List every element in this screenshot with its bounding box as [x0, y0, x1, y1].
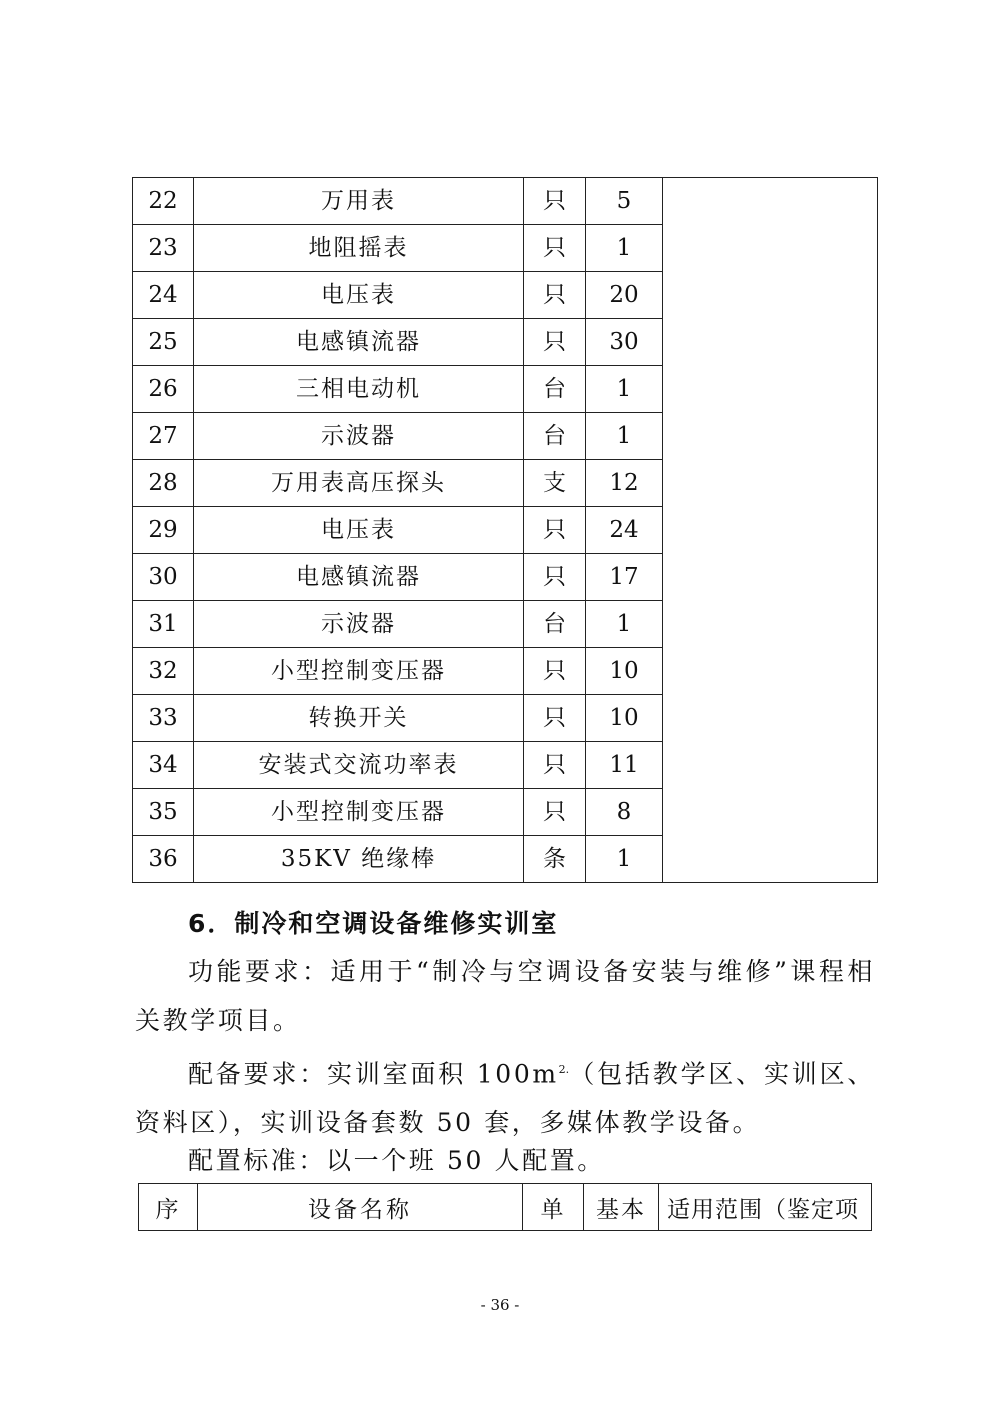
cell-unit: 只 [524, 225, 586, 272]
config-req-superscript: 2. [558, 1063, 570, 1076]
config-req-text-2: （包括教学区、实训区、资料区），实训设备套数 50 套，多媒体教学设备。 [135, 1059, 875, 1138]
cell-quantity: 17 [586, 554, 663, 601]
cell-equipment-name: 电感镇流器 [194, 554, 524, 601]
cell-unit: 只 [524, 178, 586, 225]
cell-unit: 台 [524, 413, 586, 460]
cell-quantity: 30 [586, 319, 663, 366]
header-basic: 基本 [584, 1184, 659, 1231]
cell-unit: 只 [524, 695, 586, 742]
cell-number: 36 [133, 836, 194, 883]
cell-equipment-name: 小型控制变压器 [194, 789, 524, 836]
header-name: 设备名称 [198, 1184, 523, 1231]
cell-equipment-name: 电感镇流器 [194, 319, 524, 366]
equipment-table-body [133, 178, 878, 883]
cell-quantity: 1 [586, 836, 663, 883]
next-equipment-table-header [138, 1183, 872, 1231]
cell-unit: 只 [524, 742, 586, 789]
cell-unit: 台 [524, 601, 586, 648]
equipment-table [132, 177, 878, 883]
cell-number: 31 [133, 601, 194, 648]
cell-quantity: 1 [586, 413, 663, 460]
header-scope: 适用范围（鉴定项 [659, 1184, 872, 1231]
cell-number: 26 [133, 366, 194, 413]
config-req-text-1: 配备要求：实训室面积 100m [188, 1059, 559, 1089]
header-row [139, 1184, 872, 1231]
cell-equipment-name: 三相电动机 [194, 366, 524, 413]
cell-number: 28 [133, 460, 194, 507]
cell-quantity: 8 [586, 789, 663, 836]
cell-equipment-name: 示波器 [194, 413, 524, 460]
cell-equipment-name: 安装式交流功率表 [194, 742, 524, 789]
cell-number: 27 [133, 413, 194, 460]
cell-quantity: 1 [586, 601, 663, 648]
cell-number: 24 [133, 272, 194, 319]
cell-unit: 只 [524, 648, 586, 695]
cell-equipment-name: 转换开关 [194, 695, 524, 742]
cell-equipment-name: 万用表高压探头 [194, 460, 524, 507]
cell-equipment-name: 35KV 绝缘棒 [194, 836, 524, 883]
cell-unit: 只 [524, 272, 586, 319]
cell-equipment-name: 小型控制变压器 [194, 648, 524, 695]
cell-quantity: 10 [586, 695, 663, 742]
cell-number: 25 [133, 319, 194, 366]
configuration-standard: 配置标准：以一个班 50 人配置。 [188, 1146, 605, 1175]
section-heading: 6．制冷和空调设备维修实训室 [188, 909, 559, 938]
cell-quantity: 20 [586, 272, 663, 319]
cell-number: 22 [133, 178, 194, 225]
cell-equipment-name: 地阻摇表 [194, 225, 524, 272]
cell-quantity: 1 [586, 225, 663, 272]
cell-unit: 支 [524, 460, 586, 507]
cell-unit: 条 [524, 836, 586, 883]
cell-quantity: 11 [586, 742, 663, 789]
cell-unit: 只 [524, 554, 586, 601]
cell-number: 29 [133, 507, 194, 554]
cell-number: 33 [133, 695, 194, 742]
cell-number: 32 [133, 648, 194, 695]
cell-equipment-name: 电压表 [194, 507, 524, 554]
cell-number: 35 [133, 789, 194, 836]
configuration-requirement [135, 1045, 875, 1147]
function-requirement: 功能要求：适用于“制冷与空调设备安装与维修”课程相关教学项目。 [135, 957, 875, 1035]
cell-unit: 只 [524, 789, 586, 836]
header-no: 序 [139, 1184, 198, 1231]
cell-remarks [663, 178, 878, 883]
cell-quantity: 10 [586, 648, 663, 695]
cell-equipment-name: 电压表 [194, 272, 524, 319]
cell-quantity: 24 [586, 507, 663, 554]
cell-quantity: 1 [586, 366, 663, 413]
cell-equipment-name: 万用表 [194, 178, 524, 225]
cell-unit: 台 [524, 366, 586, 413]
cell-quantity: 12 [586, 460, 663, 507]
header-unit: 单 [523, 1184, 584, 1231]
cell-unit: 只 [524, 507, 586, 554]
cell-number: 30 [133, 554, 194, 601]
cell-equipment-name: 示波器 [194, 601, 524, 648]
table-row [133, 178, 878, 225]
cell-number: 23 [133, 225, 194, 272]
cell-unit: 只 [524, 319, 586, 366]
cell-quantity: 5 [586, 178, 663, 225]
cell-number: 34 [133, 742, 194, 789]
page-number: - 36 - [480, 1296, 520, 1314]
